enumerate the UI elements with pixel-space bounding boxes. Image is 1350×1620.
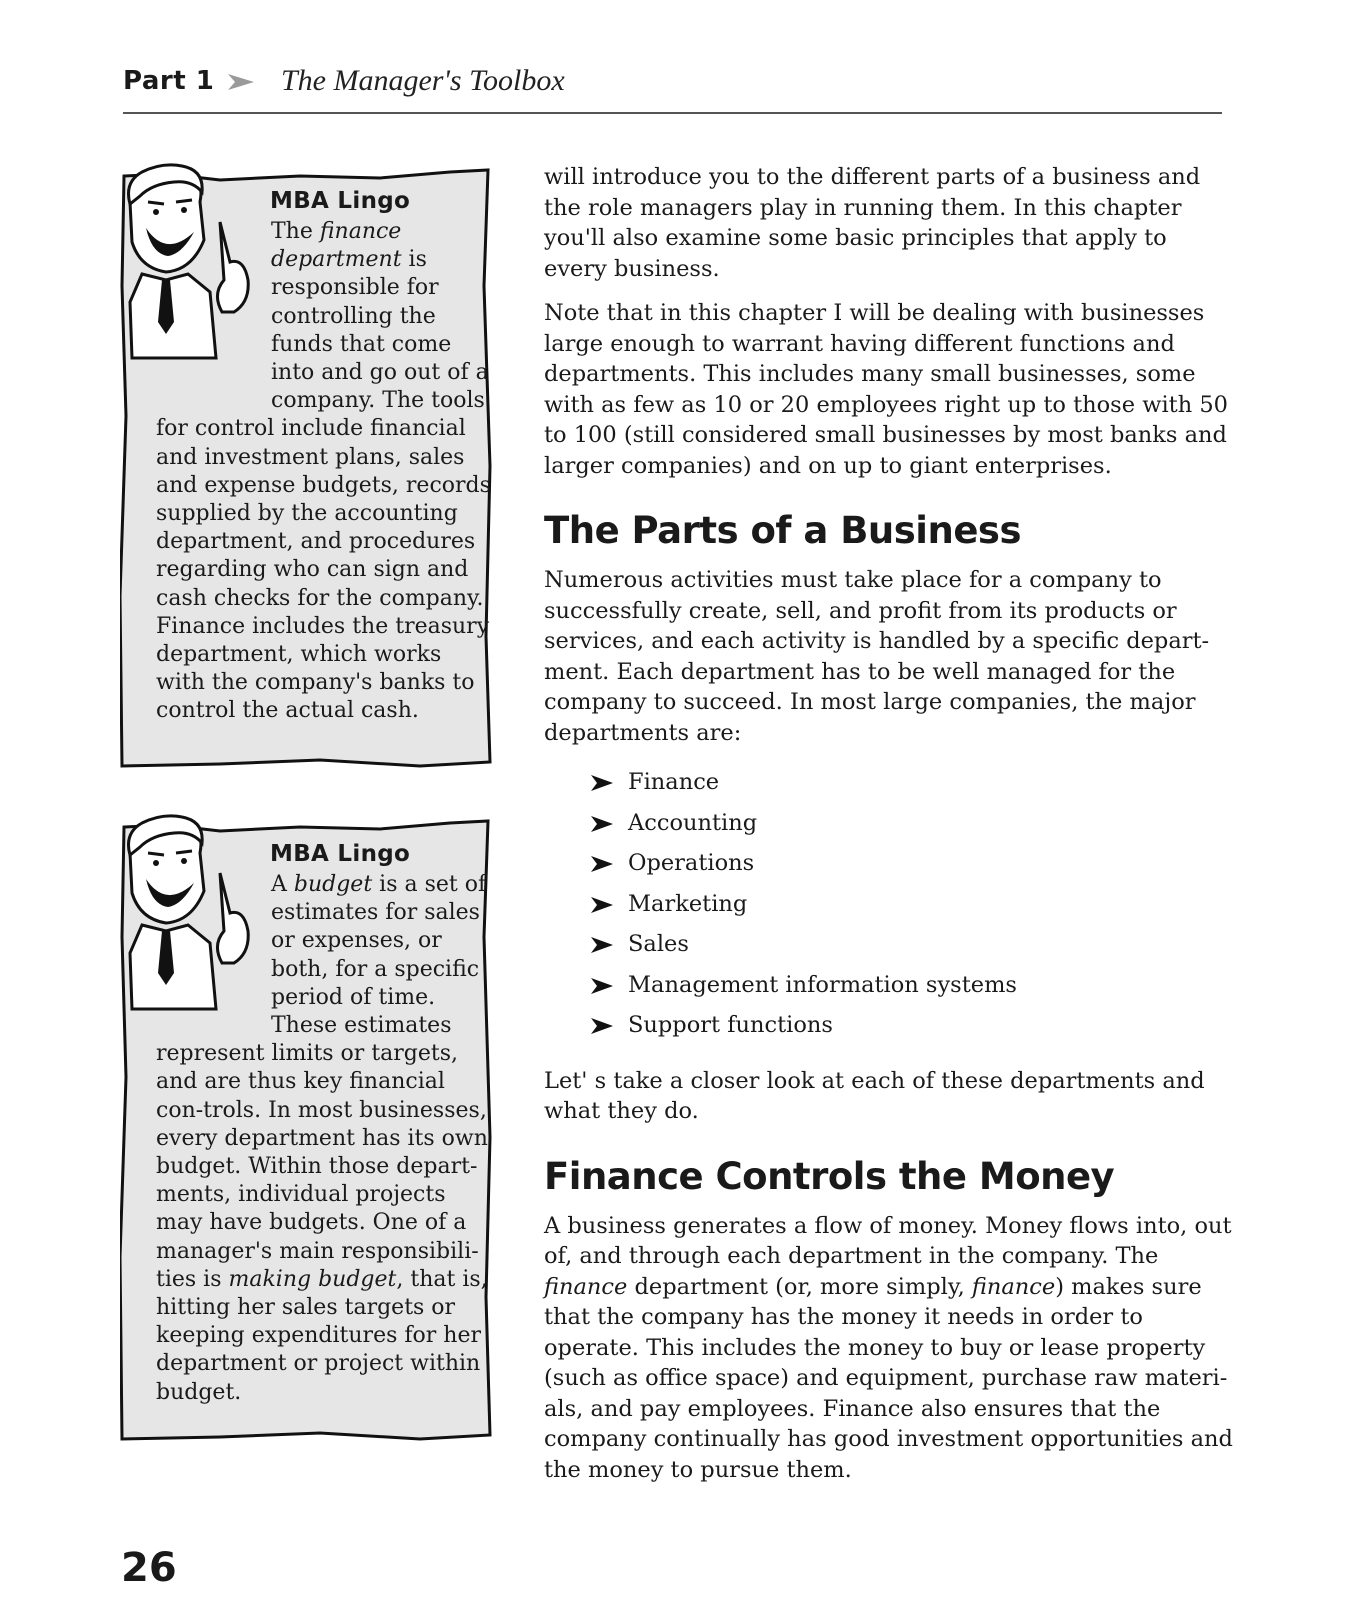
sidebar-text: A	[271, 872, 294, 897]
arrow-bullet-icon	[590, 896, 614, 914]
sidebar-text: , that is, hitting her sales targets or keeping expenditures for her department or project within budget.	[156, 1266, 488, 1405]
list-item	[590, 762, 1234, 803]
cartoon-spacer	[156, 218, 271, 414]
paragraph-text: department (or, more simply,	[627, 1273, 972, 1300]
paragraph-term: finance	[971, 1273, 1056, 1300]
paragraph-text: ) makes sure that the company has the money it needs in order to operate. This includes the money to buy or lease property (such as office space) and equipment, purchase raw materi-als, and pay employees. Finance also ensures that the company continually has good investment opportunities and the money to pursue them.	[544, 1273, 1233, 1483]
list-item-text: Sales	[628, 931, 689, 957]
mba-lingo-sidebar-finance	[120, 166, 512, 768]
section-heading: Finance Controls the Money	[544, 1154, 1115, 1198]
running-header	[123, 62, 1223, 102]
sidebar-title: MBA Lingo	[270, 841, 411, 867]
list-item-text: Support functions	[628, 1012, 833, 1038]
list-item-text: Finance	[628, 769, 720, 795]
list-item	[590, 843, 1234, 884]
cartoon-spacer	[156, 871, 271, 1039]
paragraph: Numerous activities must take place for a company to successfully create, sell, and profit from its products or services, and each activity is handled by a specific depart-ment. Each department has to be well managed for the company to succeed. In most large companies, the major departments are:	[544, 567, 1210, 746]
sidebar-term: making budget	[228, 1266, 397, 1292]
arrow-bullet-icon	[590, 855, 614, 873]
list-item	[590, 965, 1234, 1006]
sidebar-text: The	[271, 219, 320, 244]
section-heading: The Parts of a Business	[544, 509, 1021, 552]
paragraph-text: A business generates a flow of money. Money flows into, out of, and through each department in the company. The	[544, 1212, 1232, 1269]
list-item-text: Accounting	[628, 809, 758, 836]
sidebar-text: is responsible for controlling the funds that come into and go out of a company. The tools for control include financial and investment plans, sales and expense budgets, records supplied by the accounting department, and procedures regarding who can sign and cash checks for the company. Finance includes the treasury department, which works with the company's banks to control the actual cash.	[156, 247, 491, 724]
arrow-bullet-icon	[590, 936, 614, 954]
header-rule	[123, 112, 1222, 114]
list-item	[590, 803, 1234, 844]
arrow-bullet-icon	[590, 977, 614, 995]
list-item	[590, 924, 1234, 965]
list-item	[590, 1005, 1234, 1046]
sidebar-body	[156, 871, 496, 1407]
paragraph: Note that in this chapter I will be dealing with businesses large enough to warrant having different functions and departments. This includes many small businesses, some with as few as 10 or 20 employees right up to those with 50 to 100 (still considered small businesses by most banks and larger companies) and on up to giant enterprises.	[544, 300, 1228, 479]
arrow-bullet-icon	[590, 815, 614, 833]
page-number: 26	[121, 1545, 177, 1591]
paragraph: Let' s take a closer look at each of these departments and what they do.	[544, 1067, 1205, 1124]
arrow-bullet-icon	[590, 774, 614, 792]
sidebar-body	[156, 218, 496, 726]
paragraph	[544, 1211, 1234, 1486]
header-chapter-title: The Manager's Toolbox	[281, 64, 565, 97]
sidebar-term: finance department	[271, 219, 402, 273]
main-text-column	[544, 162, 1234, 1499]
header-part-label: Part 1	[123, 66, 215, 96]
sidebar-text: is a set of estimates for sales or expenses, or both, for a specific period of time. These estimates represent limits or targets, and are thus key financial con-trols. In most businesses, every department has its own budget. Within those depart-ments, individual projects may have budgets. One of a manager's main responsibili-ties is	[156, 872, 488, 1292]
mba-lingo-sidebar-budget	[120, 817, 512, 1441]
sidebar-term: budget	[293, 872, 373, 897]
list-item-text: Management information systems	[628, 971, 1017, 998]
list-item-text: Operations	[628, 850, 755, 876]
paragraph-term: finance	[544, 1273, 628, 1300]
department-list	[590, 762, 1234, 1046]
list-item	[590, 884, 1234, 925]
sidebar-title: MBA Lingo	[270, 188, 411, 214]
paragraph: will introduce you to the different parts of a business and the role managers play in running them. In this chapter you'll also examine some basic principles that apply to every business.	[544, 164, 1201, 282]
arrow-icon	[227, 72, 255, 92]
list-item-text: Marketing	[628, 890, 748, 917]
arrow-bullet-icon	[590, 1017, 614, 1035]
